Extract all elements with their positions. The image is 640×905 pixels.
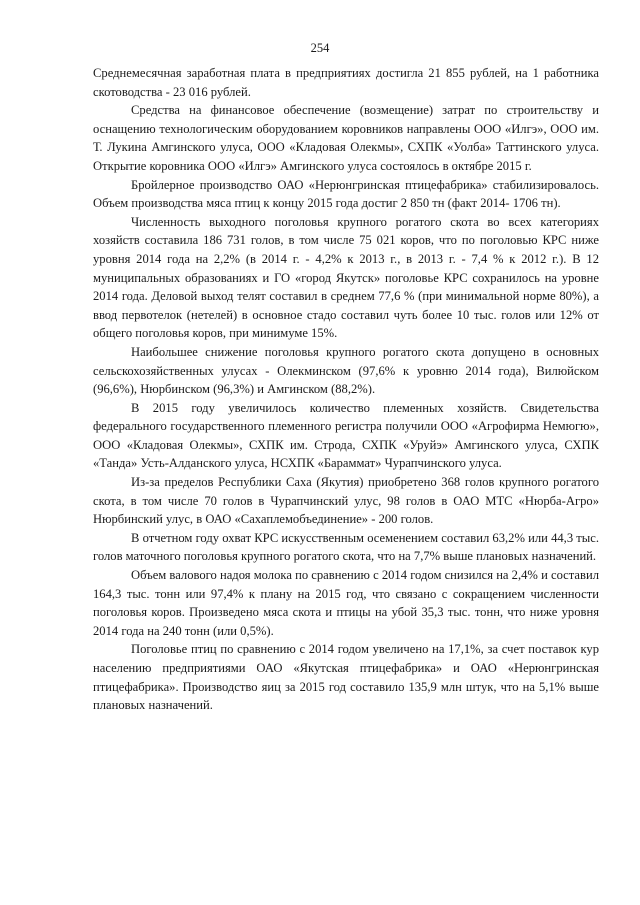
paragraph-cattle-decline: Наибольшее снижение поголовья крупного рогатого скота допущено в основных сельскохозяйственных улусах - Олекминском (97,6% к уровню 2014 года), Вилюйском (96,6%), Нюрбинском (96,3%) и Амгинском (88,2%). (93, 344, 599, 397)
paragraph-insemination: В отчетном году охват КРС искусственным осеменением составил 63,2% или 44,3 тыс. голов маточного поголовья крупного рогатого скота, что на 7,7% выше плановых назначений. (93, 530, 599, 564)
paragraph-cowshed-funding: Средства на финансовое обеспечение (возмещение) затрат по строительству и оснащению технологическим оборудованием коровников направлены ООО «Илгэ», ООО им. Т. Лукина Амгинского улуса, ООО «Кладовая Олекмы», СХПК «Уолба» Таттинского улуса. Открытие коровника ООО «Илгэ» Амгинского улуса состоялось в октябре 2015 г. (93, 103, 599, 173)
paragraph-milk-yield: Объем валового надоя молока по сравнению с 2014 годом снизился на 2,4% и составил 164,3 тыс. тонн или 97,4% к плану на 2015 год, что связано с сокращением численности поголовья коров. Произведено мяса скота и птицы на убой 35,3 тыс. тонн, что ниже уровня 2014 года на 240 тонн (или 0,5%). (93, 568, 599, 638)
paragraph-cattle-purchase: Из-за пределов Республики Саха (Якутия) приобретено 368 голов крупного рогатого скота, в том числе 70 голов в Чурапчинский улус, 98 голов в ОАО МТС «Нюрба-Агро» Нюрбинский улус, в ОАО «Сахаплемобъединение» - 200 голов. (93, 475, 599, 527)
document-body (93, 64, 599, 715)
paragraph-broiler-production: Бройлерное производство ОАО «Нерюнгринская птицефабрика» стабилизировалось. Объем производства мяса птиц к концу 2015 года достиг 2 850 тн (факт 2014- 1706 тн). (93, 177, 599, 211)
paragraph-cattle-count: Численность выходного поголовья крупного рогатого скота во всех категориях хозяйств составила 186 731 голов, в том числе 75 021 коров, что по поголовью КРС ниже уровня 2014 года на 2,2% (в 2014 г. - 4,2% к 2013 г., в 2013 г. - 7,4 % к 2012 г.). В 12 муниципальных образованиях и ГО «город Якутск» поголовье КРС сохранилось на уровне 2014 года. Деловой выход телят составил в среднем 77,6 % (при минимальной норме 80%), а ввод первотелок (нетелей) в основное стадо составил чуть более 10 тыс. голов или 12% от общего поголовья коров, при минимуме 15%. (93, 214, 599, 341)
paragraph-salary: Среднемесячная заработная плата в предприятиях достигла 21 855 рублей, на 1 работника скотоводства - 23 016 рублей. (93, 66, 599, 99)
paragraph-poultry: Поголовье птиц по сравнению с 2014 годом увеличено на 17,1%, за счет поставок кур населению предприятиями ОАО «Якутская птицефабрика» и ОАО «Нерюнгринская птицефабрика». Производство яиц за 2015 год составило 135,9 млн штук, что на 5,1% выше плановых назначений. (93, 642, 599, 713)
paragraph-breeding-farms: В 2015 году увеличилось количество племенных хозяйств. Свидетельства федерального государственного племенного регистра получили ООО «Агрофирма Немюгю», ООО «Кладовая Олекмы», СХПК им. Строда, СХПК «Уруйэ» Амгинского улуса, СХПК «Танда» Усть-Алданского улуса, НСХПК «Бараммат» Чурапчинского улуса. (93, 400, 599, 471)
page-number: 254 (310, 41, 330, 55)
